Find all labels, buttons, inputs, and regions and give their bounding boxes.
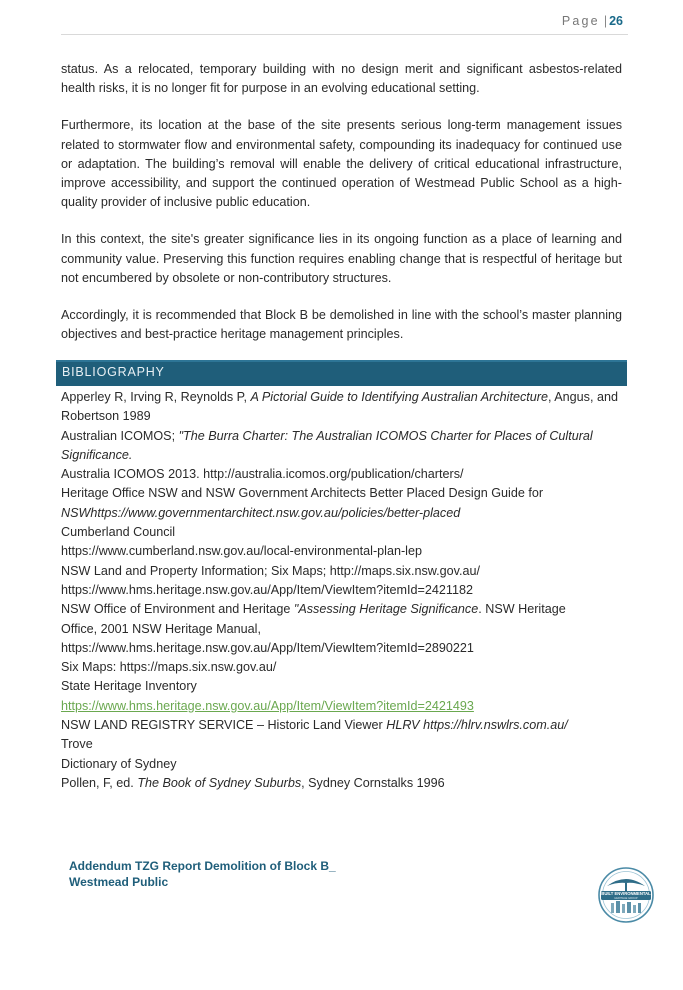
bibliography-italic-text: HLRV https://hlrv.nswlrs.com.au/ [386, 718, 568, 733]
bibliography-heading-bar [56, 360, 627, 386]
bibliography-entry-line [61, 388, 622, 407]
bibliography-entry-line [61, 774, 622, 793]
bibliography-heading: BIBLIOGRAPHY [62, 365, 165, 379]
bibliography-text: Robertson 1989 [61, 409, 151, 424]
bibliography-entry-line [61, 407, 622, 426]
bibliography-entry-line [61, 716, 622, 735]
bibliography-italic-text: A Pictorial Guide to Identifying Australian Architecture [250, 390, 548, 404]
heritage-group-logo [595, 866, 657, 924]
bibliography-italic-text: "The Burra Charter: The Australian ICOMOS Charter for Places of Cultural [178, 428, 593, 443]
bibliography-entry-line [61, 755, 622, 774]
bibliography-entry-line [61, 677, 622, 696]
bibliography-text: NSW Office of Environment and Heritage [61, 602, 294, 617]
bibliography-entry-line [61, 735, 622, 754]
bibliography-list [61, 388, 622, 793]
page-number: Page | 26 [561, 14, 623, 28]
bibliography-entry-line [61, 504, 622, 523]
page-header [61, 12, 628, 35]
paragraph: Accordingly, it is recommended that Block B be demolished in line with the school’s master planning objectives and best-practice heritage management principles. [61, 308, 622, 342]
bibliography-link[interactable]: https://www.hms.heritage.nsw.gov.au/App/Item/ViewItem?itemId=2421493 [61, 698, 474, 713]
body-text [61, 60, 622, 362]
bibliography-text: Office, 2001 NSW Heritage Manual, [61, 621, 261, 636]
bibliography-text: https://www.hms.heritage.nsw.gov.au/App/Item/ViewItem?itemId=2421182 [61, 582, 473, 597]
bibliography-entry-line [61, 658, 622, 677]
bibliography-text: Cumberland Council [61, 525, 176, 540]
paragraph: Furthermore, its location at the base of the site presents serious long-term management issues related to stormwater flow and environmental safety, compounding its inadequacy for continued use or adaptation. The building’s removal will enable the delivery of critical educational infrastructure, improve accessibility, and support the continued operation of Westmead Public School as a high-quality provider of inclusive public education. [61, 118, 622, 210]
bibliography-text: . NSW Heritage [478, 602, 566, 617]
bibliography-entry-line [61, 639, 622, 658]
bibliography-text: , Sydney Cornstalks 1996 [301, 775, 445, 790]
bibliography-entry-line [61, 581, 622, 600]
bibliography-entry-line [61, 600, 622, 619]
bibliography-entry-line [61, 484, 622, 503]
bibliography-italic-text: Significance. [61, 447, 133, 462]
bibliography-italic-text: NSWhttps://www.governmentarchitect.nsw.gov.au/policies/better-placed [61, 505, 461, 520]
footer-title-line: Addendum TZG Report Demolition of Block B_ [69, 859, 336, 873]
bibliography-entry-line [61, 697, 622, 716]
bibliography-entry-line [61, 523, 622, 542]
page-number-value: 26 [609, 14, 623, 28]
bibliography-italic-text: The Book of Sydney Suburbs [137, 775, 302, 790]
bibliography-text: , Angus, and [547, 390, 618, 404]
bibliography-text: Australian ICOMOS; [61, 428, 179, 443]
bibliography-text: Trove [61, 737, 93, 752]
bibliography-entry-line [61, 620, 622, 639]
bibliography-text: Heritage Office NSW and NSW Government Architects Better Placed Design Guide for [61, 486, 544, 501]
bibliography-italic-text: "Assessing Heritage Significance [293, 602, 479, 617]
bibliography-entry-line [61, 542, 622, 561]
bibliography-text: Apperley R, Irving R, Reynolds P, [61, 390, 251, 404]
paragraph: In this context, the site's greater significance lies in its ongoing function as a place of learning and community value. Preserving this function requires enabling change that is respectful of heritage but not encumbered by obsolete or non-contributory structures. [61, 232, 622, 285]
bibliography-entry-line [61, 562, 622, 581]
bibliography-text: Australia ICOMOS 2013. http://australia.icomos.org/publication/charters/ [61, 467, 464, 482]
bibliography-entry-line [61, 446, 622, 465]
paragraph: status. As a relocated, temporary building with no design merit and significant asbestos-related health risks, it is no longer fit for purpose in an evolving educational setting. [61, 62, 622, 96]
bibliography-text: https://www.cumberland.nsw.gov.au/local-environmental-plan-lep [61, 544, 422, 559]
footer-title [69, 858, 336, 890]
bibliography-entry-line [61, 427, 622, 446]
bibliography-text: State Heritage Inventory [61, 679, 197, 694]
bibliography-text: NSW Land and Property Information; Six Maps; http://maps.six.nsw.gov.au/ [61, 563, 481, 578]
bibliography-entry-line [61, 465, 622, 484]
logo-subtext: HERITAGE GROUP [614, 897, 638, 900]
footer-title-line: Westmead Public [69, 875, 169, 889]
bibliography-text: NSW LAND REGISTRY SERVICE – Historic Land Viewer [61, 718, 387, 733]
page-label: Page [561, 14, 600, 28]
bibliography-text: Six Maps: https://maps.six.nsw.gov.au/ [61, 660, 277, 675]
bibliography-text: Pollen, F, ed. [61, 775, 138, 790]
logo-text: BUILT ENVIRONMENTAL [601, 891, 651, 896]
bibliography-text: Dictionary of Sydney [61, 756, 177, 771]
bibliography-text: https://www.hms.heritage.nsw.gov.au/App/Item/ViewItem?itemId=2890221 [61, 640, 474, 655]
